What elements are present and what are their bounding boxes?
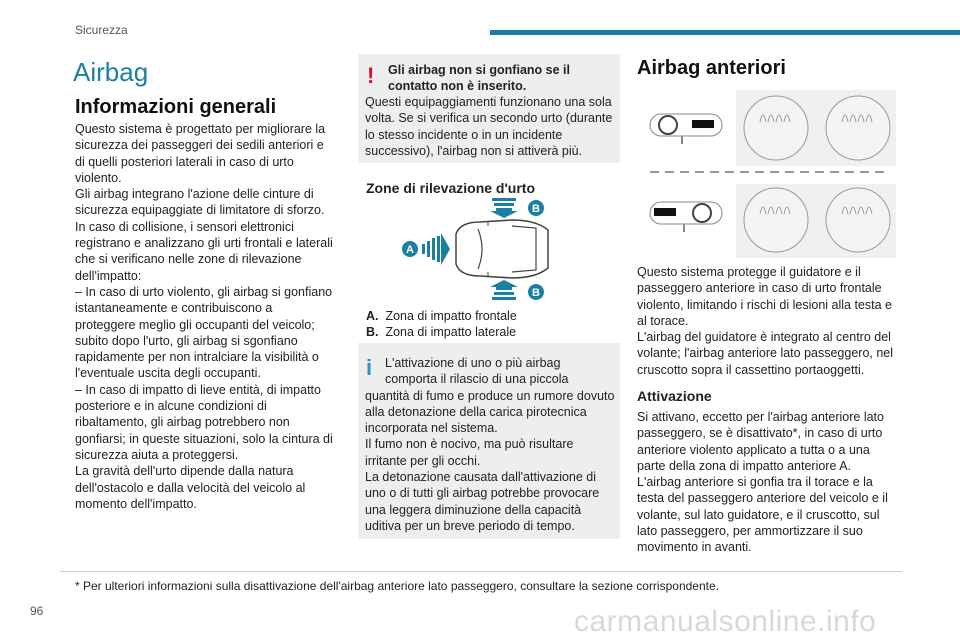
- paragraph: L'airbag anteriore si gonfia tra il torace e la testa del passeggero anteriore del veicolo e il volante, sul lato guidatore, e il cruscotto, sul lato passeggero, per ammortizzare il suo movimento in avanti.: [637, 475, 888, 555]
- zone-b-label-bottom: B: [532, 287, 540, 299]
- front-impact-arrows: [422, 233, 450, 265]
- paragraph: In caso di collisione, i sensori elettronici registrano e analizzano gli urti frontali e laterali che si verificano nelle zone di rilevazione dell'impatto:: [75, 219, 333, 283]
- header-accent-bar: [490, 30, 960, 35]
- info-text: [365, 355, 615, 534]
- heading-impact-zones: Zone di rilevazione d'urto: [366, 180, 536, 196]
- heading-general-info: Informazioni generali: [75, 96, 277, 118]
- paragraph: quantità di fumo e produce un rumore dovuto alla detonazione della carica pirotecnica incorporata nel sistema.: [365, 388, 615, 436]
- warning-body: Questi equipaggiamenti funzionano una sola volta. Se si verifica un secondo urto (durante lo stesso incidente o in un incidente successivo), l'airbag non si attiverà più.: [365, 95, 613, 158]
- page-number: 96: [30, 604, 44, 618]
- zones-legend: [366, 308, 616, 341]
- dashboard-rhd-icon: [650, 202, 722, 232]
- paragraph: Questo sistema è progettato per migliorare la sicurezza dei passeggeri dei sedili anteriori e di quelli posteriori laterali in caso di urto violento.: [75, 122, 326, 185]
- zone-b-label-top: B: [532, 203, 540, 215]
- paragraph: Questo sistema protegge il guidatore e il passeggero anteriore in caso di urto frontale violento, limitando i rischi di lesioni alla testa e al torace.: [637, 265, 892, 328]
- info-lead: L'attivazione di uno o più airbag comporta il rilascio di una piccola: [385, 356, 569, 387]
- front-airbags-diagram: [640, 86, 896, 258]
- heading-front-airbags: Airbag anteriori: [637, 57, 786, 79]
- paragraph: – In caso di impatto di lieve entità, di impatto posteriore e in alcune condizioni di ribaltamento, gli airbag potrebbero non gonfiarsi; in queste situazioni, solo la cintura di sicurezza aiuta a proteggersi.: [75, 382, 333, 462]
- front-airbags-text: [637, 264, 899, 378]
- side-impact-arrows-bottom: [490, 280, 518, 300]
- heading-activation: Attivazione: [637, 388, 712, 404]
- watermark: carmanualsonline.info: [574, 605, 877, 638]
- dashboard-lhd-icon: [650, 114, 722, 144]
- legend-item: B. Zona di impatto laterale: [366, 325, 517, 340]
- zone-a-label: A: [406, 244, 414, 256]
- footnote-divider: [60, 571, 902, 572]
- paragraph: La detonazione causata dall'attivazione di uno o di tutti gli airbag potrebbe provocare una leggera diminuzione della capacità uditiva per un breve periodo di tempo.: [365, 470, 600, 533]
- paragraph: Si attivano, eccetto per l'airbag anteriore lato passeggero, se è disattivato*, in caso di urto anteriore violento applicato a tutta o a una parte della zona di impatto anteriore A.: [637, 410, 884, 473]
- section-label: Sicurezza: [75, 23, 128, 37]
- legend-item: A. Zona di impatto frontale: [366, 309, 517, 323]
- warning-title: Gli airbag non si gonfiano se il contatto non è inserito.: [388, 63, 570, 93]
- paragraph: Gli airbag integrano l'azione delle cinture di sicurezza equipaggiate di limitatore di sforzo.: [75, 187, 325, 218]
- footnote: * Per ulteriori informazioni sulla disattivazione dell'airbag anteriore lato passeggero, consultare la sezione corrispondente.: [75, 579, 719, 593]
- paragraph: Il fumo non è nocivo, ma può risultare irritante per gli occhi.: [365, 437, 574, 468]
- impact-zones-diagram: [400, 196, 560, 302]
- general-info-text: [75, 121, 333, 512]
- airbag-occupant-icons: [736, 90, 896, 258]
- paragraph: La gravità dell'urto dipende dalla natura dell'ostacolo e dalla velocità del veicolo al momento dell'impatto.: [75, 464, 306, 511]
- warning-icon: !: [367, 63, 375, 88]
- car-top-view-icon: [456, 220, 548, 278]
- activation-text: [637, 409, 899, 556]
- paragraph: – In caso di urto violento, gli airbag si gonfiano istantaneamente e contribuiscono a proteggere meglio gli occupanti del veicolo; subito dopo l'urto, gli airbag si sgonfiano rapidamente per non intralciare la visibilità o l'eventuale uscita degli occupanti.: [75, 284, 333, 381]
- page-title: Airbag: [73, 57, 149, 87]
- side-impact-arrows-top: [490, 198, 518, 218]
- info-icon: i: [366, 355, 373, 380]
- paragraph: L'airbag del guidatore è integrato al centro del volante; l'airbag anteriore lato passeggero, nel cruscotto sopra il cassettino portaoggetti.: [637, 330, 894, 377]
